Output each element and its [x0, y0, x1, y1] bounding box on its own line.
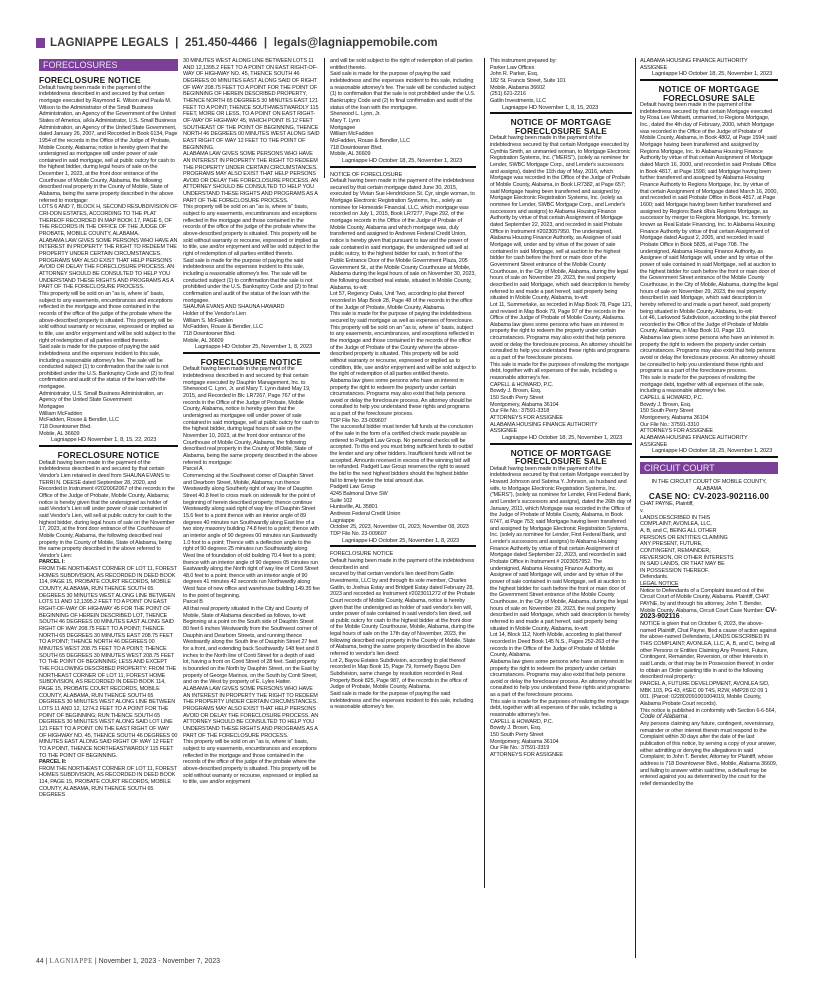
signature-line: McFadden, Rouse & Bendler, LLC: [183, 324, 263, 331]
notice-paragraph: secured by that certain vendor's lien deed from Gatlin Investments, LLC by and through its sole member, Charles Gatlin, to Joshua Estay and Bridgett Estay dated February 28, 2023 and recorded as Instrument #2023011272 of the Probate Court records of Mobile County, Alabama, notice is hereby given that the undersigned as holder of said vendor's lien will, under power of sale contained in said vendor's lien deed, sell at public outcry for cash to the highest bidder at the front door of the Mobile County Courthouse, Mobile, Alabama, during the legal hours of sale on the 17th day of November, 2023, the following described real property in the County of Mobile, State of Alabama, being the same property described in the above referred to vendor's lien deed:: [330, 571, 476, 658]
signature-line: William McFadden: [39, 410, 83, 417]
signature-block: [490, 382, 632, 435]
column-3: [330, 58, 476, 956]
signature-line: William McFadden: [330, 131, 374, 138]
notice-divider: [490, 443, 632, 445]
notice-paragraph: This property will be sold on an "as is, where is" basis, subject to any easements, encumbrances and exceptions reflected in the mortgage and those contained in the records of the office of the judge of the probate where the above-described property is situated. This property will be sold without warranty or recourse, expressed or implied as to title, use and/or enjoyment: [183, 739, 319, 786]
masthead-spacer: [257, 37, 264, 49]
signature-line: (251) 621-2216: [490, 91, 526, 98]
publication-dates: Lagniappe HD October 18, 25, November 1, 2023: [652, 71, 773, 78]
notice-paragraph: Default having been made in the payment of the indebtedness secured by that certain Mortgage executed by Rosa Lee Whitsett, unmarried, to Regions Mortgage, Inc., dated the 4th day of February, 2000, which Mortgage was recorded in the Office of the Judge of Probate of Mobile County, Alabama, in Book 4802, at Page 1594; said Mortgage having been transferred and assigned by Regions Mortgage, Inc. to Alabama Housing Finance Authority by virtue of that certain Assignment of Mortgage dated March 16, 2000, and recorded in said Probate Office in Book 4817, at Page 1596; said Mortgage having been further transferred and assigned by Alabama Housing Finance Authority to Regions Mortgage, Inc. by virtue of that certain Assignment of Mortgage dated March 16, 2000, and recorded in said Probate Office in Book 4817, at Page 1600; said Mortgage having been further transferred and assigned by Regions Bank d/b/a Regions Mortgage, as successor by merger to Regions Mortgage, Inc. formerly known as Real Estate Financing, Inc. to Alabama Housing Finance Authority by virtue of that certain Assignment of Mortgage dated August 2, 2005, and recorded in said Probate Office in Book 5835, at Page 708. The undersigned, Alabama Housing Finance Authority, as Assignee of said Mortgage will, under and by virtue of the power of sale contained in said Mortgage, sell at auction to the highest bidder for cash before the front or main door of the Government Street entrance of the Mobile County Courthouse, in the City of Mobile, Alabama, during the legal hours of sale on November 29, 2023, the real property described in said Mortgage, which said description is hereby referred to and made a part hereof, said property being situated in Mobile County, Alabama, to-wit:: [640, 102, 778, 315]
legal-notice-label: LEGAL NOTICE: [640, 581, 679, 588]
signature-line: v.: [640, 507, 644, 514]
notice-paragraph: Administrator, U.S. Small Business Administration, an Agency of the United State Government: [39, 390, 163, 404]
signature-line: ASSIGNEE: [490, 428, 518, 435]
paragraph-text: .: [687, 714, 691, 721]
masthead-separator: [169, 36, 179, 49]
signature-line: Our File No.: 37591-3319: [490, 745, 550, 752]
parcel-label: PARCEL II:: [39, 759, 67, 766]
notice-heading: NOTICE OF MORTGAGE FORECLOSURE SALE: [510, 117, 612, 136]
signature-block: [640, 395, 778, 448]
notice-heading: NOTICE OF MORTGAGE FORECLOSURE SALE: [510, 447, 612, 467]
column-5: [640, 58, 778, 956]
notice-paragraph: Lot 57, Regency Oaks, Unit Two, according to plat thereof recorded in Map Book 28, Page 48 of the records in the office of the Judge of Probate, Mobile County, Alabama.: [330, 291, 473, 311]
signature-line: McFadden, Rouse & Bendler, LLC: [39, 417, 119, 424]
signature-line: Parker Law Offices: [490, 64, 535, 71]
notice-paragraph: This property will be sold on an "as is, where is" basis, subject to any easements, encumbrances and exceptions reflected in the mortgage and those contained in the records of the office of the judge of the probate where the above-described property is situated. This property will be sold without warranty or recourse, expressed or implied as to title, use and/or enjoyment and will be sold subject to the right of redemption of all parties entitled thereto.: [183, 204, 320, 258]
notice-paragraph: Commencing at the Southwest corner of Dauphin Street and Dearborn Street, Mobile, Alabama; run thence Westwardly along Southerly right of way line of Dauphin Street 40.8 feet to cross mark on sidewalk for the point of beginning of herein described property; thence continue Westwardly along said right of way line of Dauphin Street 15.6 feet to a point thence with an interior angle of 89 degrees 40 minutes run Southwardly along East line of a two story masonry building 74.8 feet to a point; thence with an interior angle of 90 degrees 00 minutes run Eastwardly 1.0 foot to a point; Thence with a deflection angle to the right of 90 degrees 25 minutes run Southwardly along West line of foundation of old building 70.4 feet to a point; thence with an interior angle of 90 degrees 05 minutes run Eastwardly along the North right of way line of Conti Street 48.0 feet to a point; thence with an interior angle of 90 degrees 41 minutes 42 seconds run Northwardly along West face of new office and warehouse building 149.35 fee to the point of beginning.: [183, 472, 320, 599]
signature-line: Bowdy J. Brown, Esq.: [490, 388, 542, 395]
signature-line: Andrews Federal Credit Union: [330, 510, 401, 517]
notice-paragraph: Said sale is made for the purpose of paying the said indebtedness and the expenses incident to this sale, including a reasonable attorney's fee. The sale will be conducted subject (1) to confirmation that the sale is not prohibited under the U.S. Bankruptcy Code and (2) to final confirmation and audit of the status of the loan with the mortgagee.: [330, 71, 476, 111]
footer-brand: LAGNIAPPE: [49, 957, 93, 965]
signature-line: ASSIGNEE: [640, 64, 668, 71]
column-2: [183, 58, 320, 956]
signature-line: Mobile, AL 36609: [330, 151, 371, 158]
notice-paragraph: [640, 588, 778, 621]
notice-paragraph: PARCEL A, FUTURE DEVELOPMENT, AVONLEA S/D, MBK 103, PG 43, #SEC 09 T4S, R2W, #MP28 02 09 1 001. (Parcel: 022802091001004019, Mobile County, Alabama Probate Court records).: [640, 680, 770, 707]
signature-line: CHAT PAYNE, Plaintiff,: [640, 501, 694, 508]
masthead-spacer: [267, 37, 274, 49]
signature-line: COMPLAINT; AVONLEA, LLC,: [640, 521, 712, 528]
paragraph-text: Code of Alabama: [640, 713, 688, 721]
signature-line: ALABAMA HOUSING FINANCE AUTHORITY: [490, 421, 598, 428]
signature-line: John R. Parker, Esq.: [490, 71, 539, 78]
notice-paragraph: Alabama law gives some persons who have an interest in property the right to redeem the property under certain circumstances. Programs may also exist that help persons avoid or delay the foreclosure process. An attorney should be consulted to help you understand these rights and programs as a part of the foreclosure process.: [640, 335, 776, 375]
notice-paragraph: Parcel B: [183, 599, 203, 606]
signature-line: SHAUNA EVANS AND SHAUNA HAWARD: [183, 304, 285, 311]
publication-dates: Lagniappe HD October 18, 25, November 1, 2023: [502, 434, 623, 441]
signature-line: Mary T. Lynn: [330, 117, 360, 124]
notice-paragraph: NOTICE is given that on October 6, 2023, the above-named Plaintiff, Chat Payne, filed a cause of action against the above-named Defendants, LANDS DESCRIBED IN THIS COMPLAINT; AVONLEA, LLC, A, B, and C, being all other Persons or Entities Claiming Any Present, Future, Contingent, Remainder, Reversion, or other Interests in said Lands, or that may be in Possession thereof; in order to obtain an Order quieting title in and to the following described real property:: [640, 621, 777, 681]
notice-heading: FORECLOSURE NOTICE: [330, 551, 394, 558]
publication-run: [490, 105, 632, 115]
notice-heading: FORECLOSURE NOTICE: [39, 75, 141, 85]
notice-paragraph: All that real property situated in the City and County of Mobile, State of Alabama described as follows, to-wit: Beginning at a point on the South side of Dauphin Street 80 feet 6 inches Westwardly from the Southwest corner of Dauphin and Dearborn Streets, and running thence Westwardly along the South line of Dauphin Street 27 feet for a front, and extending back Southwardly 148 feet and 8 inches to the North line of Conti Street for a depth of said lot, having a front on Conti Street of 28 feet. Said property is bounded on the North by Dauphin Street, on the East by property of George Marinos, on the South by Conti Street, and on the West by property of E. Lyles Hatter.: [183, 606, 319, 686]
signature-line: 150 South Perry Street: [490, 395, 544, 402]
notice-paragraph: TDP File No. 23-009607: [330, 417, 387, 424]
signature-line: 182 St. Francis Street, Suite 101: [490, 77, 566, 84]
signature-line: Montgomery, Alabama 36104: [490, 401, 559, 408]
notice-paragraph: Default having been made in the payment of the indebtedness described in and secured by that certain Vendor's Lien retained in deed from SHAUNA EVANS to TERRI N. DEESE dated September 28, 2020, and Recorded in Instrument #2020062067 of the records in the Office of the Judge of Probate, Mobile County, Alabama; notice is hereby given that the undersigned as holder of said Vendor's Lien will under power of sale contained in said Vendor's Lien, will sell at public outcry for cash to the highest bidder, during legal hours of sale on the November 17, 2023, at the front door entrance of the Courthouse of Mobile County, Alabama, the following described real property in the County of Mobile, State of Alabama, being the same property described in the above referred to Vendor's Lien:: [39, 459, 175, 559]
notice-paragraph: Lot 2, Bayou Estates Subdivision, according to plat thereof recorded in Map Book 15, Page 79, formerly Bayou Den Subdivision, same change by resolution recorded in Real Property Book 825, Page 987, of the records in the office of Judge of Probate, Mobile County, Alabama.: [330, 657, 468, 691]
notice-paragraph: Said sale is made for the purpose of paying the said indebtedness and the expenses incident to this sale, including a reasonable attorney's fee. The sale will be conducted subject (1) to confirmation that the sale is not prohibited under the U.S. Bankruptcy Code and (2) to final confirmation and audit of the status of the loan with the mortgagee.: [39, 344, 174, 391]
signature-block: [490, 58, 632, 105]
signature-line: Mortgagee: [330, 124, 356, 131]
notice-paragraph: ALABAMA LAW GIVES SOME PERSONS WHO HAVE AN INTEREST IN PROPERTY THE RIGHT TO REDEEM THE PROPERTY UNDER CERTAIN CIRCUMSTANCES. PROGRAMS MAY ALSO EXIST THAT HELP PERSONS AVOID OR DELAY THE FORECLOSURE PROCESS. AN ATTORNEY SHOULD BE CONSULTED TO HELP YOU UNDERSTAND THESE RIGHTS AND PROGRAMS AS A PART OF THE FORECLOSURE PROCESS.: [183, 685, 319, 739]
page-footer: 44 | LAGNIAPPE | November 1, 2023 - November 7, 2023: [36, 957, 221, 965]
notice-paragraph: Default having been made in the payment of the indebtedness described in and secured by that certain mortgage executed by Dauphin Management, Inc. to Sherwood C. Lynn, Jr. and Mary T. Lynn dated May 19, 2015, and Recorded in Bk: LR7267, Page 767 of the records in the Office of the Judge of Probate, Mobile County, Alabama, notice is hereby given that the undersigned as mortgagee will under power of sale contained in said mortgage, sell at public outcry for cash to the highest bidder, during legal hours of sale on the November 10, 2023, at the front door entrance of the Courthouse of Mobile County, Alabama, the following described real property in the County of Mobile, State of Alabama, being the same property described in the above referred to mortgage:: [183, 366, 319, 466]
notice-divider: [330, 166, 476, 168]
signature-block: [330, 111, 476, 158]
notice-paragraph: LOTS 6 AND 7, BLOCK H, SECOND RESUBDIVISION OF CRI-DON ESTATES, ACCORDING TO THE PLAT THEREOF RECORDED IN MAP BOOK 17, PAGE 5, OF THE RECORDS IN THE OFFICE OF THE JUDGE OF PROBATE, MOBILE COUNTY, ALABAMA.: [39, 204, 178, 238]
publication-run: [640, 71, 778, 81]
signature-line: CAPELL & HOWARD, P.C.: [640, 395, 703, 402]
masthead-phone: 251.450-4466: [185, 36, 258, 49]
publication-run: [39, 437, 178, 447]
notice-paragraph: [640, 708, 778, 721]
publication-dates: Lagniappe HD October 25, November 1, 8, 2023: [195, 344, 313, 351]
signature-line: Our File No.: 37591-3318: [490, 408, 550, 415]
signature-line: Mobile, AL 36609: [183, 337, 224, 344]
publication-dates: Lagniappe HD November 1, 8, 15, 2023: [502, 104, 599, 111]
notice-paragraph: Default having been made in the payment of the indebtedness secured by that certain mortgage dated June 30, 2015, executed by Vivian Sue Hendrickson St. Cyr, single woman, to Mortgage Electronic Registration Systems, Inc., solely as nominee for Homeside Financial, LLC, which mortgage was recorded on July 1, 2015, Book LR7277, Page 292, of the mortgage records in the Office of the Judge of Probate of Mobile County, Alabama and which mortgage was, duly transferred and assigned to Andrews Federal Credit Union, notice is hereby given that pursuant to law and the power of sale contained in said mortgage, the undersigned will sell at public outcry, to the highest bidder for cash, in front of the Public Entrance Door of the Mobile Government Plaza, 205 Government St., at the Mobile County Courthouse at Mobile, Alabama during the legal hours of sale on November 30, 2023, the following described real estate, situated in Mobile County, Alabama, to-wit:: [330, 178, 476, 291]
signature-line: TDP File No. 23-009607: [330, 530, 387, 537]
publication-run: [183, 344, 320, 354]
notice-paragraph: Parcel A: [183, 466, 203, 473]
signature-line: Defendants.: [640, 574, 669, 581]
notice-paragraph: Lot 11, Summerlake, as recorded in Map Book 78, Page 121, and revised in Map Book 79, Page 97 of the records in the Office of the Judge of Probate of Mobile County, Alabama.: [490, 301, 632, 322]
notice-paragraph: Alabama law gives some persons who have an interest in property the right to redeem the property under certain circumstances. Programs may also exist that help persons avoid or delay the foreclosure process. An attorney should be consulted to help you understand these rights and programs as a part of the foreclosure process.: [490, 658, 632, 699]
signature-line: ALABAMA HOUSING FINANCE AUTHORITY: [640, 58, 748, 64]
signature-line: October 25, 2023, November 01, 2023, November 08, 2023: [330, 524, 469, 531]
paragraph-text: This notice is published in conformity with Section 6-6-564,: [640, 707, 776, 714]
signature-line: A, B, and C, BEING ALL OTHER: [640, 527, 717, 534]
paragraph-text: Notice to Defendants of a Complaint issued out of the Circuit Court of Mobile County, Alabama. Plaintiff, CHAT PAYNE, by and through his attorney, John T. Bender. Mobile County, Alabama, Circuit Court Case Number:: [640, 587, 770, 614]
case-number-inline: CV-2023-902116: [640, 606, 777, 621]
signature-line: IN POSSESSION THEREOF.: [640, 567, 710, 574]
section-header: CIRCUIT COURT: [640, 462, 778, 474]
masthead-email-link[interactable]: legals@lagniappemobile.com: [273, 36, 438, 49]
notice-paragraph: FROM THE NORTHEAST CORNER OF LOT 11, FOREST HOMES SUBDIVISION, AS RECORDED IN DEED BOOK 114, PAGE 15, PROBATE COURT RECORDS, MOBILE COUNTY, ALABAMA, RUN THENCE SOUTH 65 DEGREES 30 MINUTES WEST ALONG LINE BETWEEN LOTS 11 AND 12,1395.2 FEET TO A POINT ON EAST RIGHT-OF-WAY OF HIGHWAY 45 FOR THE POINT OF BEGINNING OF HEREIN DESCRIBED LOT, THENCE SOUTH 46 DEGREES 00 MINUTES EAST ALONG SAID RIGHT OF WAY 208.75 FEET TO A POINT; THENCE NORTH 65 DEGREES 30 MINUTES EAST 208.75 FEET TO A POINT; THENCE NORTH 46 DEGREES 00 MINUTES WEST 208.75 FEET TO A POINT; THENCE SOUTH 65 DEGREES 30 MINUTES WEST 208.75 FEET TO THE POINT OF BEGINNING; LESS AND EXCEPT THE FOLLOWING DESCRIBED PROPERTY: FROM THE NORTHEAST CORNER OF LOT 11, FOREST HOME SUBDIVISION, AS RECORDED IN DEED BOOK 114, PAGE 15, PROBATE COURT RECORDS, MOBILE COUNTY, ALABAMA, RUN THENCE SOUTH 65 DEGREES 30 MINUTES WEST ALONG LINE BETWEEN LOTS 11 AND 12, 1274.2 FEET TO A POINT FOR THE POINT OF BEGINNING; RUN THENCE SOUTH 65 DEGREES 30 MINUTES WEST ALONG SAID LOT LINE 121 FEET TO A POINT ON THE EAST RIGHT OF WAY OF HIGHWAY NO. 45, THENCE SOUTH 46 DEGREES 00 MINUTES EAST ALONG SAID RIGHT OF WAY 12 FEET TO A POINT, THENCE NORTHEASTWARDLY 115 FEET TO THE POINT OF BEGINNING.: [39, 566, 178, 759]
notice-paragraph: Alabama law gives some persons who have an interest in property the right to redeem the property under certain circumstances. Programs may also exist that help persons avoid or delay the foreclosure process. An attorney should be consulted to help you understand these rights and programs as a part of the foreclosure process.: [490, 321, 632, 362]
paragraph-text: .: [679, 614, 683, 621]
page-number: 44: [36, 958, 44, 965]
notice-divider: [640, 79, 778, 81]
publication-run: [640, 448, 778, 458]
notice-paragraph: This sale is made for the purposes of realizing the mortgage debt, together with all expenses of the sale, including a reasonable attorney's fee.: [490, 361, 629, 382]
masthead-separator: |: [175, 36, 179, 49]
signature-line: Suite 102: [330, 497, 353, 504]
signature-line: 4245 Balmoral Drive SW: [330, 491, 388, 497]
notice-paragraph: This sale is made for the purposes of realizing the mortgage debt, together with all expenses of the sale, including a reasonable attorney's fee.: [490, 698, 629, 719]
signature-block: [39, 404, 178, 437]
notice-paragraph: Default having been made in the payment of the indebtedness secured by that certain Mortgage executed by Cynthia Smith, an unmarried woman, to Mortgage Electronic Registration Systems, Inc. ("MERS"), (solely as nominee for Lender, SWBC Mortgage Corp., and Lender's successors and assigns), dated the 11th day of May, 2016, which Mortgage was recorded in the Office of the Judge of Probate of Mobile County, Alabama, in Book LR7382, at Page 657; said Mortgage having been transferred and assigned by Mortgage Electronic Registration Systems, Inc. (solely as nominee for Lender, SWBC Mortgage Corp., and Lender's successors and assigns) to Alabama Housing Finance Authority by virtue of that certain Assignment of Mortgage dated September 22, 2023, and recorded in said Probate Office in Instrument #2023057950. The undersigned, Alabama Housing Finance Authority, as Assignee of said Mortgage will, under and by virtue of the power of sale contained in said Mortgage, sell at auction to the highest bidder for cash before the front or main door of the Government Street entrance of the Mobile County Courthouse, in the City of Mobile, Alabama, during the legal hours of sale on November 29, 2023, the real property described in said Mortgage, which said description is hereby referred to and made a part hereof, said property being situated in Mobile County, Alabama, to-wit:: [490, 135, 631, 302]
notice-paragraph: Lot 46, Larkwood Subdivision, according to the plat thereof recorded in the Office of the Judge of Probate of Mobile County, Alabama, in Map Book 10, Page 119.: [640, 315, 777, 335]
signature-line: Mobile, AL 36609: [39, 430, 80, 437]
signature-line: ALABAMA HOUSING FINANCE AUTHORITY: [640, 434, 748, 441]
section-masthead: [36, 36, 438, 49]
notice-divider: [39, 445, 178, 447]
notice-heading: FORECLOSURE NOTICE: [57, 450, 160, 461]
column-divider: [324, 58, 325, 178]
signature-line: ASSIGNEE: [640, 441, 668, 448]
notice-divider: [330, 545, 476, 547]
notice-paragraph: Any persons claiming any future, contingent, reversionary, remainder or other interest therein must respond to the Complaint within 30 days after the date of the last publication of this notice, by serving a copy of your answer, either admitting or denying the allegations in said Complaint; to John T. Bender, Attorney for Plaintiff, whose address is 718 Downtowner Blvd., Mobile, Alabama 36609, and failing to answer within said time, a default may be entered against you as determined by the court for the relief demanded by the: [640, 720, 778, 787]
notice-paragraph: and will be sold subject to the right of redemption of all parties entitled thereto.: [330, 58, 473, 71]
signature-line: William S. McFadden: [183, 317, 233, 324]
signature-line: Mortgagee: [39, 404, 65, 411]
notice-paragraph: The successful bidder must tender full funds at the conclusion of the sale in the form of a certified check made payable as ordered to Padgett Law Group. No personal checks will be accepted. To this end you must bring sufficient funds to outbid the lender and any other bidders. Insufficient funds will not be accepted. Amounts received in excess of the winning bid will be refunded. Padgett Law Group reserves the right to award the bid to the next highest bidders should the highest bidder fail to timely tender the total amount due.: [330, 424, 473, 484]
signature-line: Montgomery, Alabama 36104: [640, 415, 709, 421]
publication-dates: Lagniappe HD November 1, 8, 15, 22, 2023: [51, 437, 157, 444]
notice-paragraph: This sale is made for the purposes of realizing the mortgage debt, together with all expenses of the sale, including a reasonable attorney's fee.: [640, 375, 765, 395]
notice-paragraph: Lot 14, Block 112, North Mobile, according to plat thereof recorded in Deed Book 145 N.S., Pages 252-263 of the records in the Office of the Judge of Probate of Mobile County, Alabama.: [490, 632, 622, 659]
signature-line: Montgomery, Alabama 36104: [490, 738, 559, 745]
publication-run: [330, 538, 476, 548]
notice-paragraph: FROM THE NORTHEAST CORNER OF LOT 11, FOREST HOMES SUBDIVISION, AS RECORDED IN DEED BOOK 114, PAGE 15, PROBATE COURT RECORDS, MOBILE COUNTY, ALABAMA, RUN THENCE SOUTH 65 DEGREES: [39, 765, 177, 799]
signature-block: [490, 719, 632, 759]
signature-block: [640, 58, 778, 71]
section-header: FORECLOSURES: [39, 59, 178, 71]
signature-line: CAPELL & HOWARD, P.C.: [490, 718, 553, 725]
notice-paragraph: Alabama law gives some persons who have an interest in property the right to redeem the property under certain circumstances. Programs may also exist that help persons avoid or delay the foreclosure process. An attorney should be consulted to help you understand these rights and programs as a part of the foreclosure process.: [330, 377, 472, 418]
signature-block: [640, 501, 778, 581]
publication-run: [490, 435, 632, 445]
signature-block: [183, 304, 320, 344]
notice-paragraph: Default having been made in the payment of the indebtedness secured by that certain Mortgage executed by Howard Johnson and Sabrina Y. Johnson, as husband and wife, to Mortgage Electronic Registration Systems, Inc. ("MERS"), (solely as nominee for Lender, First Federal Bank, and Lender's successors and assigns), dated the 26th day of January, 2011, which Mortgage was recorded in the Office of the Judge of Probate of Mobile County, Alabama, in Book 6747, at Page 753; said Mortgage having been transferred and assigned by Mortgage Electronic Registration Systems, Inc. (solely as nominee for Lender, First Federal Bank, and Lender's successors and assigns) to Alabama Housing Finance Authority by virtue of that certain Assignment of Mortgage dated September 22, 2023, and recorded in said Probate Office in Instrument # 2023057952. The undersigned, Alabama Housing Finance Authority, as Assignee of said Mortgage will, under and by virtue of the power of sale contained in said Mortgage, sell at auction to the highest bidder for cash before the front or main door of the Government Street entrance of the Mobile County Courthouse, in the City of Mobile, Alabama, during the legal hours of sale on November 29, 2023, the real property described in said Mortgage, which said description is hereby referred to and made a part hereof, said property being situated in Mobile County, Alabama, to-wit:: [490, 465, 632, 632]
notice-paragraph: Said sale is made for the purpose of paying the said indebtedness and the expenses incident to this sale, including a reasonable attorney's fee. The sale will be conducted subject (1) to confirmation that the sale is not prohibited under the U.S. Bankruptcy Code and (2) to final confirmation and audit of the status of the loan with the mortgagee.: [183, 257, 318, 304]
publication-dates: Lagniappe HD October 18, 25, November 1, 2023: [652, 448, 773, 455]
masthead-title: LAGNIAPPE LEGALS: [50, 36, 169, 49]
case-number: CASE NO: CV-2023-902116.00: [648, 492, 770, 502]
signature-line: REVERSION, OR OTHER INTERESTS: [640, 554, 734, 561]
signature-line: PERSONS OR ENTITIES CLAIMING: [640, 534, 728, 541]
notice-divider: [640, 456, 778, 458]
signature-line: Bowdy J. Brown, Esq.: [640, 401, 692, 408]
notice-divider: [490, 112, 632, 114]
notice-paragraph: Default having been made in the payment of the indebtedness described in and: [330, 557, 475, 571]
notice-paragraph: Said sale is made for the purpose of paying the said indebtedness and the expenses incident to this sale, including a reasonable attorney's fee.: [330, 691, 474, 711]
signature-line: McFadden, Rouse & Bendler, LLC: [330, 137, 410, 144]
masthead-separator: |: [263, 36, 268, 49]
signature-line: ATTORNEYS FOR ASSIGNEE: [640, 428, 713, 435]
signature-line: Lagniappe: [330, 517, 355, 524]
signature-line: CAPELL & HOWARD, P.C.: [490, 381, 553, 388]
signature-line: IN SAID LANDS, OR THAT MAY BE: [640, 561, 725, 568]
masthead-spacer: [178, 37, 185, 49]
notice-paragraph: Default having been made in the payment of the indebtedness described in and secured by that certain mortgage executed by Raymond E. Wilson and Paula M. Wilson to the Administrator of the Small Business Administration, an Agency of the Government of the United States of America, a/k/a Administrator, U.S. Small Business Administration, an Agency of the United State Government, dated January 26, 2007, and Recorded in Book 6134, Page 1954 of the records in the Office of the Judge of Probate, Mobile County, Alabama; notice is hereby given that the undersigned as mortgagee will under power of sale contained in said mortgage, sell at public outcry for cash to the highest bidder, during legal hours of sale on the December 1, 2023, at the front door entrance of the Courthouse of Mobile County, Alabama, the following described real property in the County of Mobile, State of Alabama, being the same property described in the above referred to mortgage:: [39, 84, 178, 204]
notice-paragraph: ALABAMA LAW GIVES SOME PERSONS WHO HAVE AN INTEREST IN PROPERTY THE RIGHT TO REDEEM THE PROPERTY UNDER CERTAIN CIRCUMSTANCES. PROGRAMS MAY ALSO EXIST THAT HELP PERSONS AVOID OR DELAY THE FORECLOSURE PROCESS. AN ATTORNEY SHOULD BE CONSULTED TO HELP YOU UNDERSTAND THESE RIGHTS AND PROGRAMS AS A PART OF THE FORECLOSURE PROCESS.: [183, 151, 319, 204]
column-divider: [635, 58, 636, 958]
signature-line: 718 Downtowner Blvd.: [183, 330, 236, 337]
notice-heading: FORECLOSURE NOTICE: [200, 356, 303, 367]
signature-line: 150 South Perry Street: [640, 408, 694, 415]
court-caption: IN THE CIRCUIT COURT OF MOBILE COUNTY, ALABAMA: [651, 478, 767, 492]
signature-line: Gatlin Investments, LLC: [490, 97, 546, 104]
notice-paragraph: ALABAMA LAW GIVES SOME PERSONS WHO HAVE AN INTEREST IN PROPERTY THE RIGHT TO REDEEM THE PROPERTY UNDER CERTAIN CIRCUMSTANCES. PROGRAMS MAY ALSO EXIST THAT HELP PERSONS AVOID OR DELAY THE FORECLOSURE PROCESS. AN ATTORNEY SHOULD BE CONSULTED TO HELP YOU UNDERSTAND THESE RIGHTS AND PROGRAMS AS A PART OF THE FORECLOSURE PROCESS.: [39, 237, 178, 291]
parcel-label: PARCEL I:: [39, 559, 65, 566]
signature-line: LANDS DESCRIBED IN THIS: [640, 514, 711, 521]
signature-line: Huntsville, AL 35801: [330, 504, 378, 511]
notice-heading: NOTICE OF MORTGAGE FORECLOSURE SALE: [658, 83, 760, 103]
signature-line: This instrument prepared by:: [490, 58, 557, 64]
signature-line: CONTINGENT, REMAINDER,: [640, 547, 711, 554]
column-4: [490, 58, 632, 956]
signature-line: Bowdy J. Brown, Esq.: [490, 725, 542, 732]
column-1: [39, 58, 178, 956]
signature-line: Sherwood L. Lynn, Jr.: [330, 111, 381, 118]
signature-block: [330, 484, 476, 537]
issue-dates: November 1, 2023 - November 7, 2023: [98, 958, 221, 965]
publication-dates: Lagniappe HD October 25, November 1, 8, 2023: [342, 537, 460, 544]
accent-square-icon: [36, 38, 45, 48]
signature-line: ATTORNEYS FOR ASSIGNEE: [490, 415, 563, 421]
signature-line: 150 South Perry Street: [490, 732, 544, 739]
column-divider: [484, 58, 485, 888]
notice-paragraph: This sale is made for the purpose of paying the indebtedness secured by said mortgage as well as expenses of foreclosure. This property will be sold on an "as is, where is" basis, subject to any easements, encumbrances, and exceptions reflected in the mortgage and those contained in the records of the office of the Judge of Probate of the County where the above-described property is situated. This property will be sold without warranty or recourse, expressed or implied as to condition, title, use and/or enjoyment and will be sold subject to the right of redemption of all parties entitled thereto.: [330, 311, 476, 378]
signature-line: Holder of the Vendor's Lien: [183, 310, 246, 317]
signature-line: Our File No.: 37591-3310: [640, 421, 700, 428]
notice-divider: [183, 352, 320, 354]
notice-paragraph: This property will be sold on an "as is, where is" basis, subject to any easements, encumbrances and exceptions reflected in the mortgage and those contained in the records of the office of the judge of the probate where the above-described property is situated. This property will be sold without warranty or recourse, expressed or implied as to title, use and/or enjoyment and will be sold subject to the right of redemption of all parties entitled thereto.: [39, 290, 176, 344]
publication-dates: Lagniappe HD October 18, 25, November 1, 2023: [342, 157, 463, 164]
notice-heading: NOTICE OF FORECLOSURE: [330, 171, 403, 178]
signature-line: ATTORNEYS FOR ASSIGNEE: [490, 752, 563, 759]
signature-line: 718 Downtowner Blvd.: [330, 144, 383, 151]
notice-paragraph: 30 MINUTES WEST ALONG LINE BETWEEN LOTS 11 AND 12,1395.2 FEET TO A POINT ON EAST RIGHT-OF-WAY OF HIGHWAY NO. 45, THENCE SOUTH 46 DEGREES 00 MINUTES EAST ALONG SAID OF RIGHT OF WAY 208.75 FEET TO A POINT FOR THE POINT OF BEGINNING OF HEREIN DESCRIBED PROPERTY, THENCE NORTH 65 DEGREES 30 MINUTES EAST 121 FEET TO A POINT; THENCE SOUTHWESTWARDLY 115 FEET, MORE OR LESS, TO A POINT ON EAST RIGHT-OF-WAY OF HIGHWAY 45, WHICH POINT IS 12 FEET SOUTHEAST OF THE POINT OF BEGINNING, THENCE NORTH 46 DEGREES 00 MINUTES WEST ALONG SAID EAST RIGHT OF WAY 12 FEET TO THE POINT OF BEGINNING.: [183, 58, 320, 151]
signature-line: Mobile, Alabama 36602: [490, 84, 545, 91]
publication-run: [330, 158, 476, 168]
signature-line: 718 Downtowner Blvd.: [39, 424, 92, 431]
signature-line: Padgett Law Group: [330, 484, 376, 491]
signature-line: ANY PRESENT, FUTURE,: [640, 541, 703, 548]
